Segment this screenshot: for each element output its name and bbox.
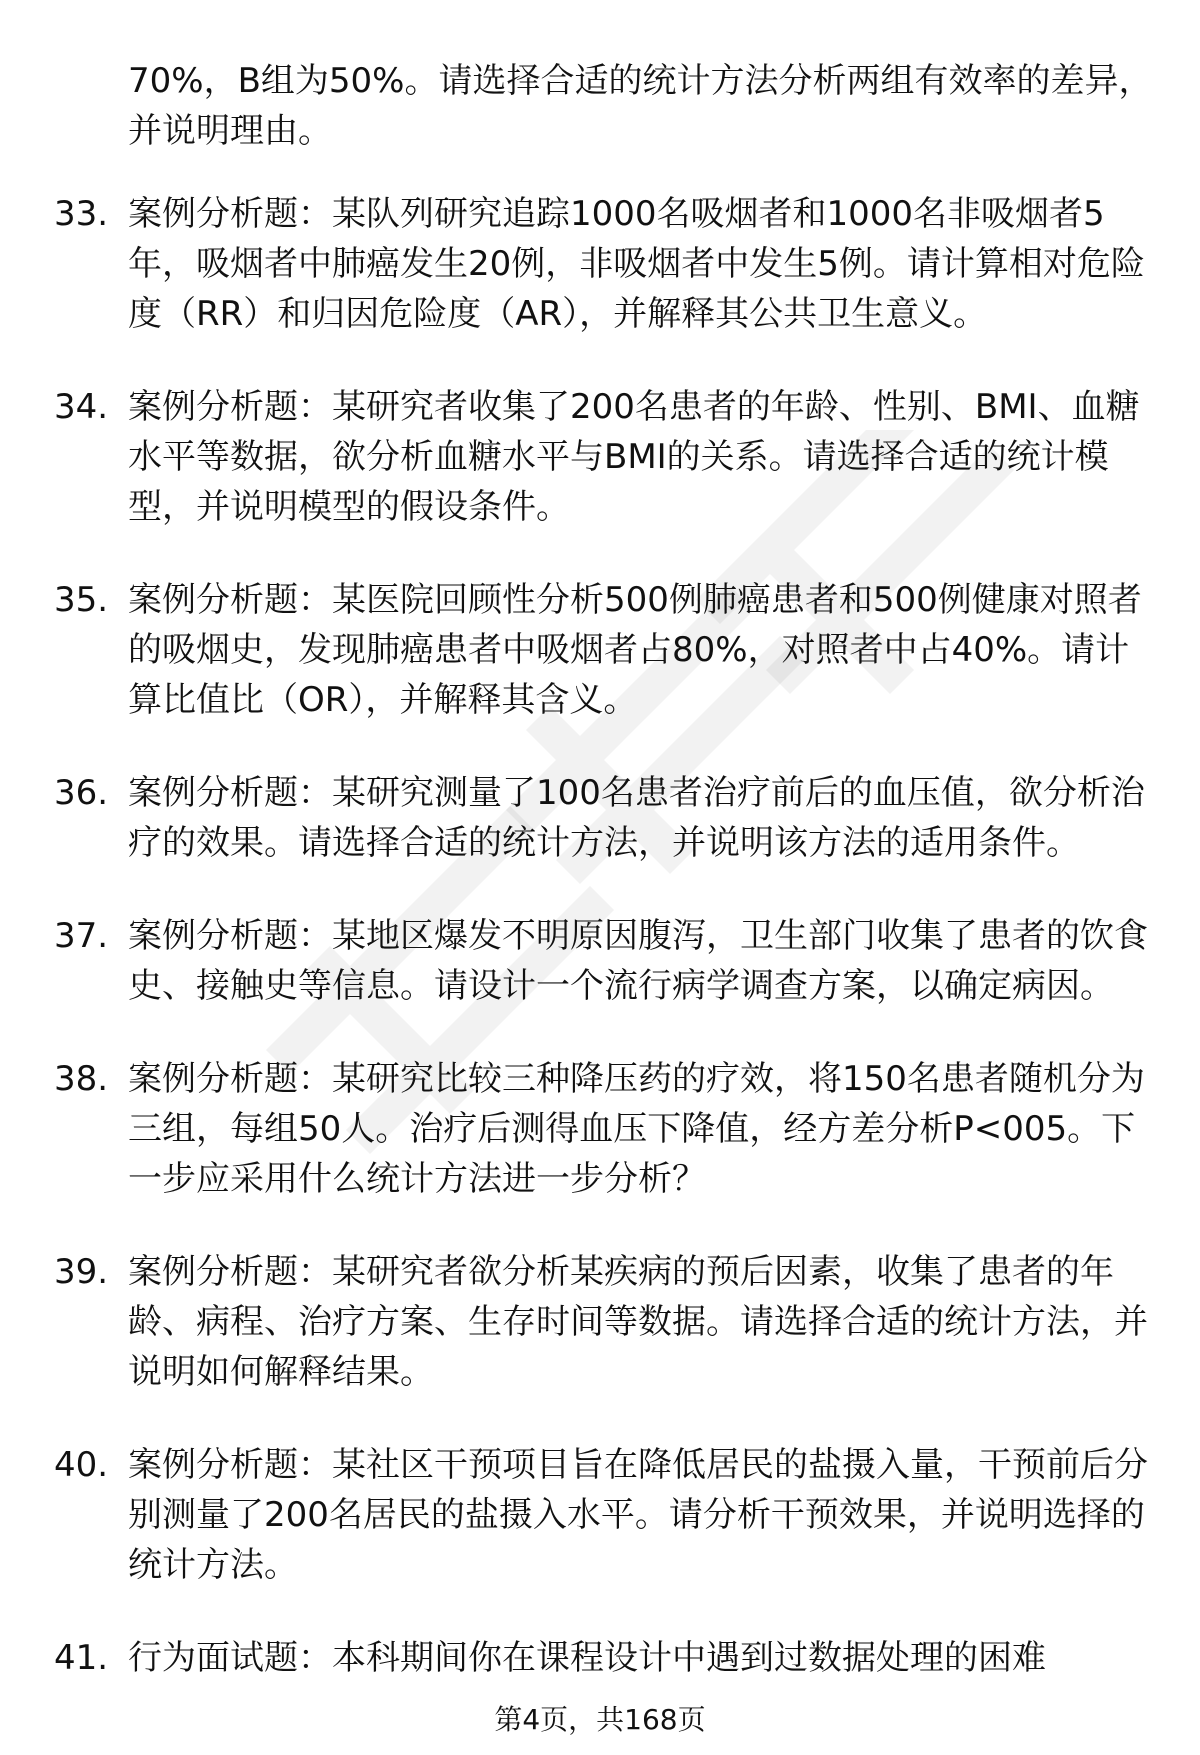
question-number: 37.	[54, 916, 109, 956]
question-item	[0, 382, 1200, 532]
question-number: 39.	[54, 1252, 109, 1292]
question-text: 案例分析题：某研究比较三种降压药的疗效，将150名患者随机分为三组，每组50人。治疗后测得血压下降值，经方差分析P<005。下一步应采用什么统计方法进一步分析？	[128, 1059, 1145, 1199]
question-text: 行为面试题：本科期间你在课程设计中遇到过数据处理的困难	[128, 1638, 1046, 1678]
question-number: 40.	[54, 1445, 109, 1485]
question-text: 案例分析题：某研究者欲分析某疾病的预后因素，收集了患者的年龄、病程、治疗方案、生存时间等数据。请选择合适的统计方法，并说明如何解释结果。	[128, 1252, 1148, 1392]
question-item	[0, 1440, 1200, 1590]
question-item	[0, 1633, 1200, 1683]
question-number: 38.	[54, 1059, 109, 1099]
question-item	[0, 1054, 1200, 1204]
question-number: 41.	[54, 1638, 109, 1678]
question-number: 35.	[54, 580, 109, 620]
question-text: 案例分析题：某医院回顾性分析500例肺癌患者和500例健康对照者的吸烟史，发现肺癌患者中吸烟者占80%，对照者中占40%。请计算比值比（OR），并解释其含义。	[128, 580, 1142, 720]
question-number: 34.	[54, 387, 109, 427]
question-item	[0, 768, 1200, 868]
question-text: 案例分析题：某研究者收集了200名患者的年龄、性别、BMI、血糖水平等数据，欲分析血糖水平与BMI的关系。请选择合适的统计模型，并说明模型的假设条件。	[128, 387, 1140, 527]
question-item	[0, 911, 1200, 1011]
question-item	[0, 1247, 1200, 1397]
question-text: 案例分析题：某地区爆发不明原因腹泻，卫生部门收集了患者的饮食史、接触史等信息。请设计一个流行病学调查方案，以确定病因。	[128, 916, 1148, 1006]
question-text: 案例分析题：某社区干预项目旨在降低居民的盐摄入量，干预前后分别测量了200名居民的盐摄入水平。请分析干预效果，并说明选择的统计方法。	[128, 1445, 1148, 1585]
question-list	[0, 189, 1200, 1726]
question-number: 33.	[54, 194, 109, 234]
page-footer: 第4页，共168页	[494, 1703, 706, 1736]
question-number: 36.	[54, 773, 109, 813]
question-item	[0, 575, 1200, 725]
intro-paragraph: 70%，B组为50%。请选择合适的统计方法分析两组有效率的差异，并说明理由。	[128, 61, 1153, 151]
question-text: 案例分析题：某研究测量了100名患者治疗前后的血压值，欲分析治疗的效果。请选择合适的统计方法，并说明该方法的适用条件。	[128, 773, 1145, 863]
question-text: 案例分析题：某队列研究追踪1000名吸烟者和1000名非吸烟者5年，吸烟者中肺癌发生20例，非吸烟者中发生5例。请计算相对危险度（RR）和归因危险度（AR），并解释其公共卫生意义。	[128, 194, 1145, 334]
question-item	[0, 189, 1200, 339]
